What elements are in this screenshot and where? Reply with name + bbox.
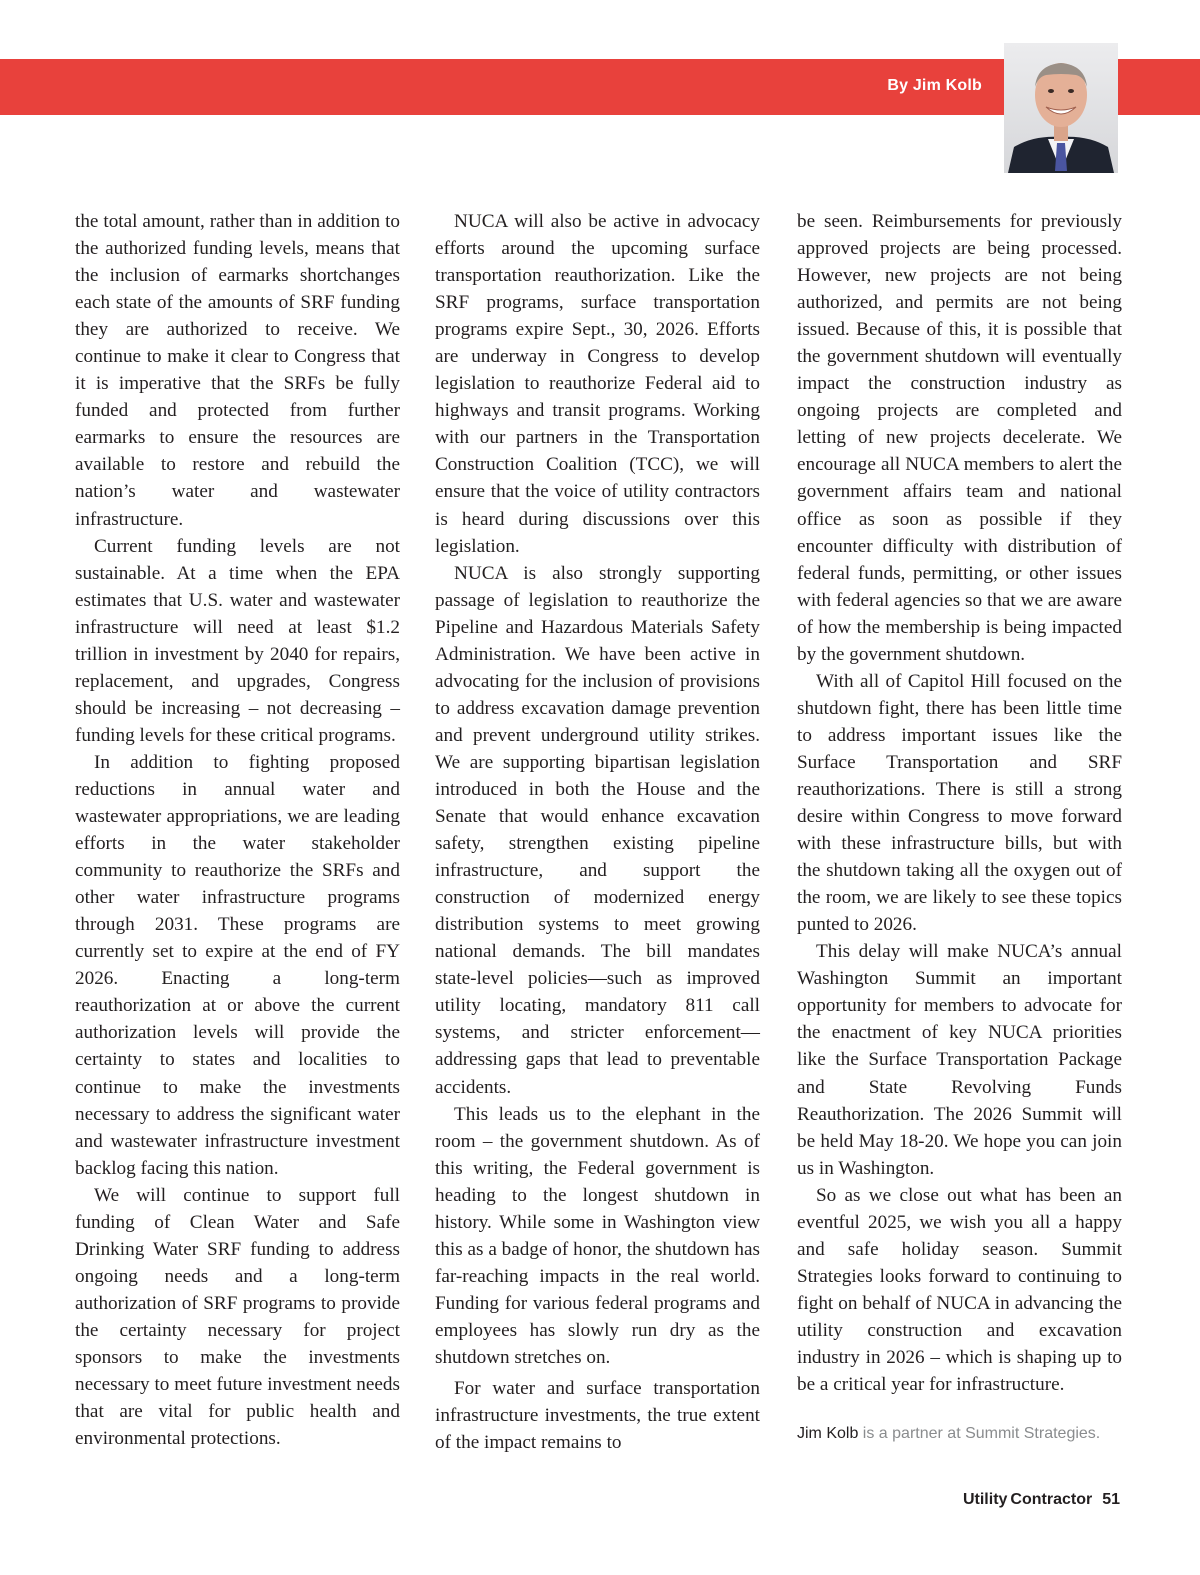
author-byline: By Jim Kolb [887, 77, 982, 94]
article-paragraph: NUCA will also be active in advocacy efforts around the upcoming surface transportation reauthorization. Like the SRF programs, surface transportation programs expire Sept., 30, 2026. Efforts are underway in Congress to develop legislation to reauthorize Federal aid to highways and transit programs. Working with our partners in the Transportation Construction Coalition (TCC), we will ensure that the voice of utility contractors is heard during discussions over this legislation. [435, 211, 760, 557]
article-paragraph: This leads us to the elephant in the room – the government shutdown. As of this writing, the Federal government is heading to the longest shutdown in history. While some in Washington view this as a badge of honor, the shutdown has far-reaching impacts in the real world. Funding for various federal programs and employees has slowly run dry as the shutdown stretches on. [435, 1103, 760, 1368]
article-column-1 [75, 208, 400, 1452]
author-portrait-image [1004, 43, 1118, 173]
article-paragraph: In addition to fighting proposed reductions in annual water and wastewater appropriations, we are leading efforts in the water stakeholder community to reauthorize the SRFs and other water infrastructure programs through 2031. These programs are currently set to expire at the end of FY 2026. Enacting a long-term reauthorization at or above the current authorization levels will provide the certainty to states and localities to continue to make the investments necessary to address the significant water and wastewater infrastructure investment backlog facing this nation. [75, 751, 400, 1179]
article-paragraph: NUCA is also strongly supporting passage of legislation to reauthorize the Pipeline and Hazardous Materials Safety Administration. We have been active in advocating for the inclusion of provisions to address excavation damage prevention and prevent underground utility strikes. We are supporting bipartisan legislation introduced in both the House and the Senate that would enhance excavation safety, strengthen existing pipeline infrastructure, and support the construction of modernized energy distribution systems to meet growing national demands. The bill mandates state-level policies—such as improved utility locating, mandatory 811 call systems, and stricter enforcement—addressing gaps that lead to preventable accidents. [435, 562, 760, 1098]
magazine-name-part1: Utility [962, 1491, 1008, 1508]
author-bio-text: is a partner at Summit Strategies. [858, 1425, 1101, 1443]
article-paragraph: We will continue to support full funding of Clean Water and Safe Drinking Water SRF funding to address ongoing needs and a long-term authorization of SRF programs to provide the certainty necessary for project sponsors to make the investments necessary to meet future investment needs that are vital for public health and environmental protections. [75, 1184, 400, 1450]
page-footer [963, 1491, 1120, 1509]
magazine-name-part2: Contractor [1010, 1491, 1093, 1508]
article-paragraph: Current funding levels are not sustainable. At a time when the EPA estimates that U.S. water and wastewater infrastructure will need at least $1.2 trillion in investment by 2040 for repairs, replacement, and upgrades, Congress should be increasing – not decreasing – funding levels for these critical programs. [75, 535, 400, 746]
article-paragraph: For water and surface transportation infrastructure investments, the true extent of the impact remains to [435, 1378, 760, 1454]
author-bio-name: Jim Kolb [797, 1425, 859, 1443]
article-paragraph: the total amount, rather than in addition to the authorized funding levels, means that the inclusion of earmarks shortchanges each state of the amounts of SRF funding they are authorized to receive. We continue to make it clear to Congress that it is imperative that the SRFs be fully funded and protected from further earmarks to ensure the resources are available to restore and rebuild the nation’s water and wastewater infrastructure. [75, 211, 400, 530]
article-paragraph: So as we close out what has been an eventful 2025, we wish you all a happy and safe holiday season. Summit Strategies looks forward to continuing to fight on behalf of NUCA in advancing the utility construction and excavation industry in 2026 – which is shaping up to be a critical year for infrastructure. [797, 1184, 1122, 1396]
page-number: 51 [1102, 1491, 1120, 1508]
article-column-3 [797, 208, 1122, 1447]
author-bio [797, 1420, 1122, 1447]
article-paragraph: This delay will make NUCA’s annual Washington Summit an important opportunity for members to advocate for the enactment of key NUCA priorities like the Surface Transportation Package and State Revolving Funds Reauthorization. The 2026 Summit will be held May 18-20. We hope you can join us in Washington. [797, 941, 1122, 1179]
article-paragraph: be seen. Reimbursements for previously approved projects are being processed. However, new projects are not being authorized, and permits are not being issued. Because of this, it is possible that the government shutdown will eventually impact the construction industry as ongoing projects are completed and letting of new projects decelerate. We encourage all NUCA members to alert the government affairs team and national office as soon as possible if they encounter difficulty with distribution of federal funds, permitting, or other issues with federal agencies so that we are aware of how the membership is being impacted by the government shutdown. [797, 211, 1122, 665]
article-column-2 [435, 208, 760, 1456]
article-paragraph: With all of Capitol Hill focused on the shutdown fight, there has been little time to address important issues like the Surface Transportation and SRF reauthorizations. There is still a strong desire within Congress to move forward with these infrastructure bills, but with the shutdown taking all the oxygen out of the room, we are likely to see these topics punted to 2026. [797, 670, 1122, 936]
author-portrait [1004, 43, 1118, 173]
